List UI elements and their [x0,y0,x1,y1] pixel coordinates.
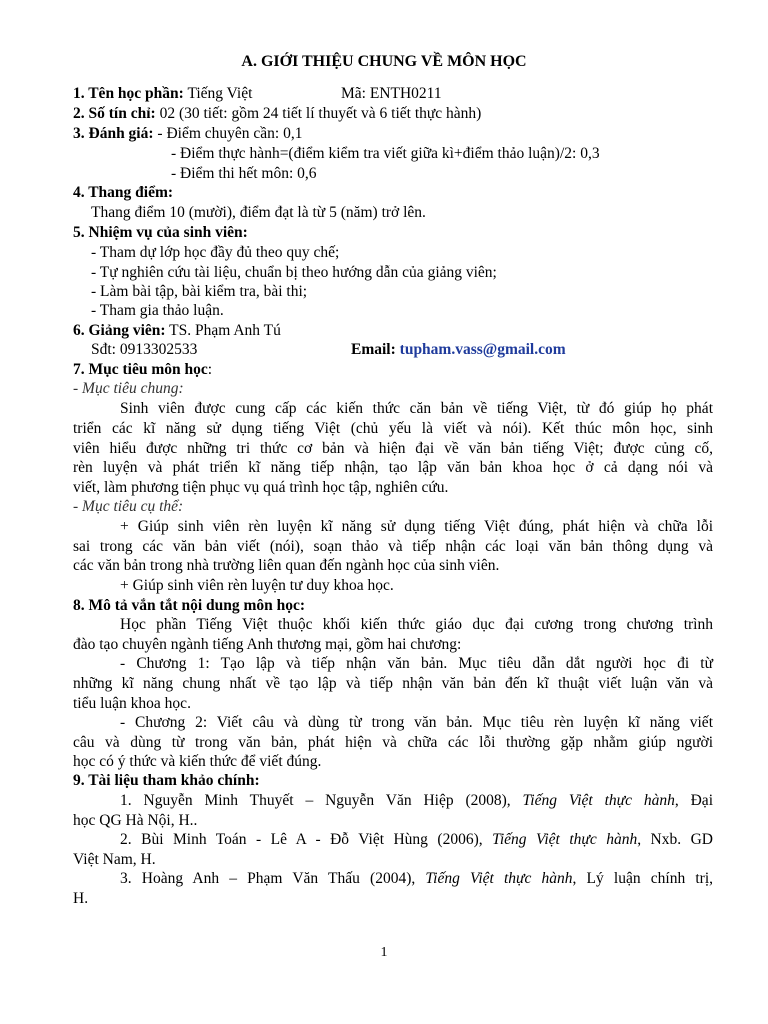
duty-item: - Làm bài tập, bài kiểm tra, bài thi; [91,283,308,300]
paragraph-line: + Giúp sinh viên rèn luyện kĩ năng sử dụng tiếng Việt đúng, phát hiện và chữa lỗi [120,518,713,535]
student-duties-heading: 5. Nhiệm vụ của sinh viên: [73,224,248,241]
email-link[interactable]: tupham.vass@gmail.com [399,341,566,358]
course-name-row [73,84,713,104]
specific-objective-label: - Mục tiêu cụ thể: [73,498,184,515]
credits-label: 2. Số tín chỉ: [73,105,156,122]
course-code: Mã: ENTH0211 [341,85,442,102]
paragraph-line: + Giúp sinh viên rèn luyện tư duy khoa học. [120,577,394,594]
references-heading: 9. Tài liệu tham khảo chính: [73,772,260,789]
lecturer-name: TS. Phạm Anh Tú [165,322,281,339]
paragraph-line: triển các kĩ năng sử dụng tiếng Việt (chủ yếu là viết và nói). Kết thúc môn học, sinh [73,420,713,437]
paragraph-line: - Chương 2: Viết câu và dùng từ trong văn bản. Mục tiêu rèn luyện kĩ năng viết [120,714,713,731]
lecturer-label: 6. Giảng viên: [73,322,166,339]
duty-item: - Tham gia thảo luận. [91,302,224,319]
assessment-item: - Điểm thực hành=(điểm kiểm tra viết giữa kì+điểm thảo luận)/2: 0,3 [171,145,600,162]
course-name: Tiếng Việt [183,85,253,102]
credits-text: 02 (30 tiết: gồm 24 tiết lí thuyết và 6 tiết thực hành) [155,105,482,122]
paragraph-line: câu và dùng từ trong văn bản, phát hiện và chữa các lỗi thường gặp nhằm giúp người [73,734,713,751]
paragraph-line: Sinh viên được cung cấp các kiến thức căn bản về tiếng Việt, từ đó giúp họ phát [120,400,713,417]
email-row [351,340,566,360]
lecturer-phone: Sđt: 0913302533 [91,341,198,358]
assessment-item: - Điểm chuyên cần: 0,1 [153,125,303,142]
description-heading: 8. Mô tả vắn tắt nội dung môn học: [73,597,306,614]
objectives-heading: 7. Mục tiêu môn học: [73,361,213,378]
paragraph-line: viên hiểu được những tri thức cơ bản và hiện đại về văn bản tiếng Việt; được củng cố, [73,440,713,457]
reference-item: 1. Nguyễn Minh Thuyết – Nguyễn Văn Hiệp (2008), Tiếng Việt thực hành, Đại [120,792,713,809]
grading-scale-text: Thang điểm 10 (mười), điểm đạt là từ 5 (năm) trở lên. [91,204,426,221]
paragraph-line: các văn bản trong nhà trường liên quan đến ngành học của sinh viên. [73,557,500,574]
paragraph-line: tiểu luận khoa học. [73,695,191,712]
general-objective-label: - Mục tiêu chung: [73,380,184,397]
duty-item: - Tham dự lớp học đầy đủ theo quy chế; [91,244,340,261]
paragraph-line: Học phần Tiếng Việt thuộc khối kiến thức giáo dục đại cương trong chương trình [120,616,713,633]
lecturer-contact-row [91,340,731,360]
page-number: 1 [380,945,388,960]
grading-scale-heading: 4. Thang điểm: [73,184,174,201]
duty-item: - Tự nghiên cứu tài liệu, chuẩn bị theo hướng dẫn của giảng viên; [91,264,497,281]
email-label: Email: [351,341,400,358]
reference-continuation: học QG Hà Nội, H.. [73,812,198,829]
course-name-label: 1. Tên học phần: [73,85,184,102]
page-title: A. GIỚI THIỆU CHUNG VỀ MÔN HỌC [241,53,527,70]
credits-row [73,104,713,124]
reference-item: 2. Bùi Minh Toán - Lê A - Đỗ Việt Hùng (2006), Tiếng Việt thực hành, Nxb. GD [120,831,713,848]
paragraph-line: học có ý thức và kiến thức để viết đúng. [73,753,322,770]
paragraph-line: viết, làm phương tiện phục vụ quá trình học tập, nghiên cứu. [73,479,449,496]
assessment-label: 3. Đánh giá: [73,125,154,142]
assessment-row [73,124,713,144]
paragraph-line: những kĩ năng chung nhất về tạo lập và tiếp nhận văn bản đến kĩ thuật viết luận văn và [73,675,713,692]
lecturer-row [73,321,713,341]
assessment-item: - Điểm thi hết môn: 0,6 [171,165,317,182]
reference-item: 3. Hoàng Anh – Phạm Văn Thấu (2004), Tiếng Việt thực hành, Lý luận chính trị, [120,870,713,887]
paragraph-line: sai trong các văn bản viết (nói), soạn thảo và tiếp nhận các loại văn bản thông dụng và [73,538,713,555]
paragraph-line: - Chương 1: Tạo lập và tiếp nhận văn bản. Mục tiêu dẫn dắt người học đi từ [120,655,713,672]
reference-continuation: H. [73,890,89,907]
reference-continuation: Việt Nam, H. [73,851,156,868]
paragraph-line: rèn luyện và phát triển kĩ năng tiếp nhận, tạo lập văn bản khoa học ở cả dạng nói và [73,459,713,476]
paragraph-line: đào tạo chuyên ngành tiếng Anh thương mại, gồm hai chương: [73,636,462,653]
